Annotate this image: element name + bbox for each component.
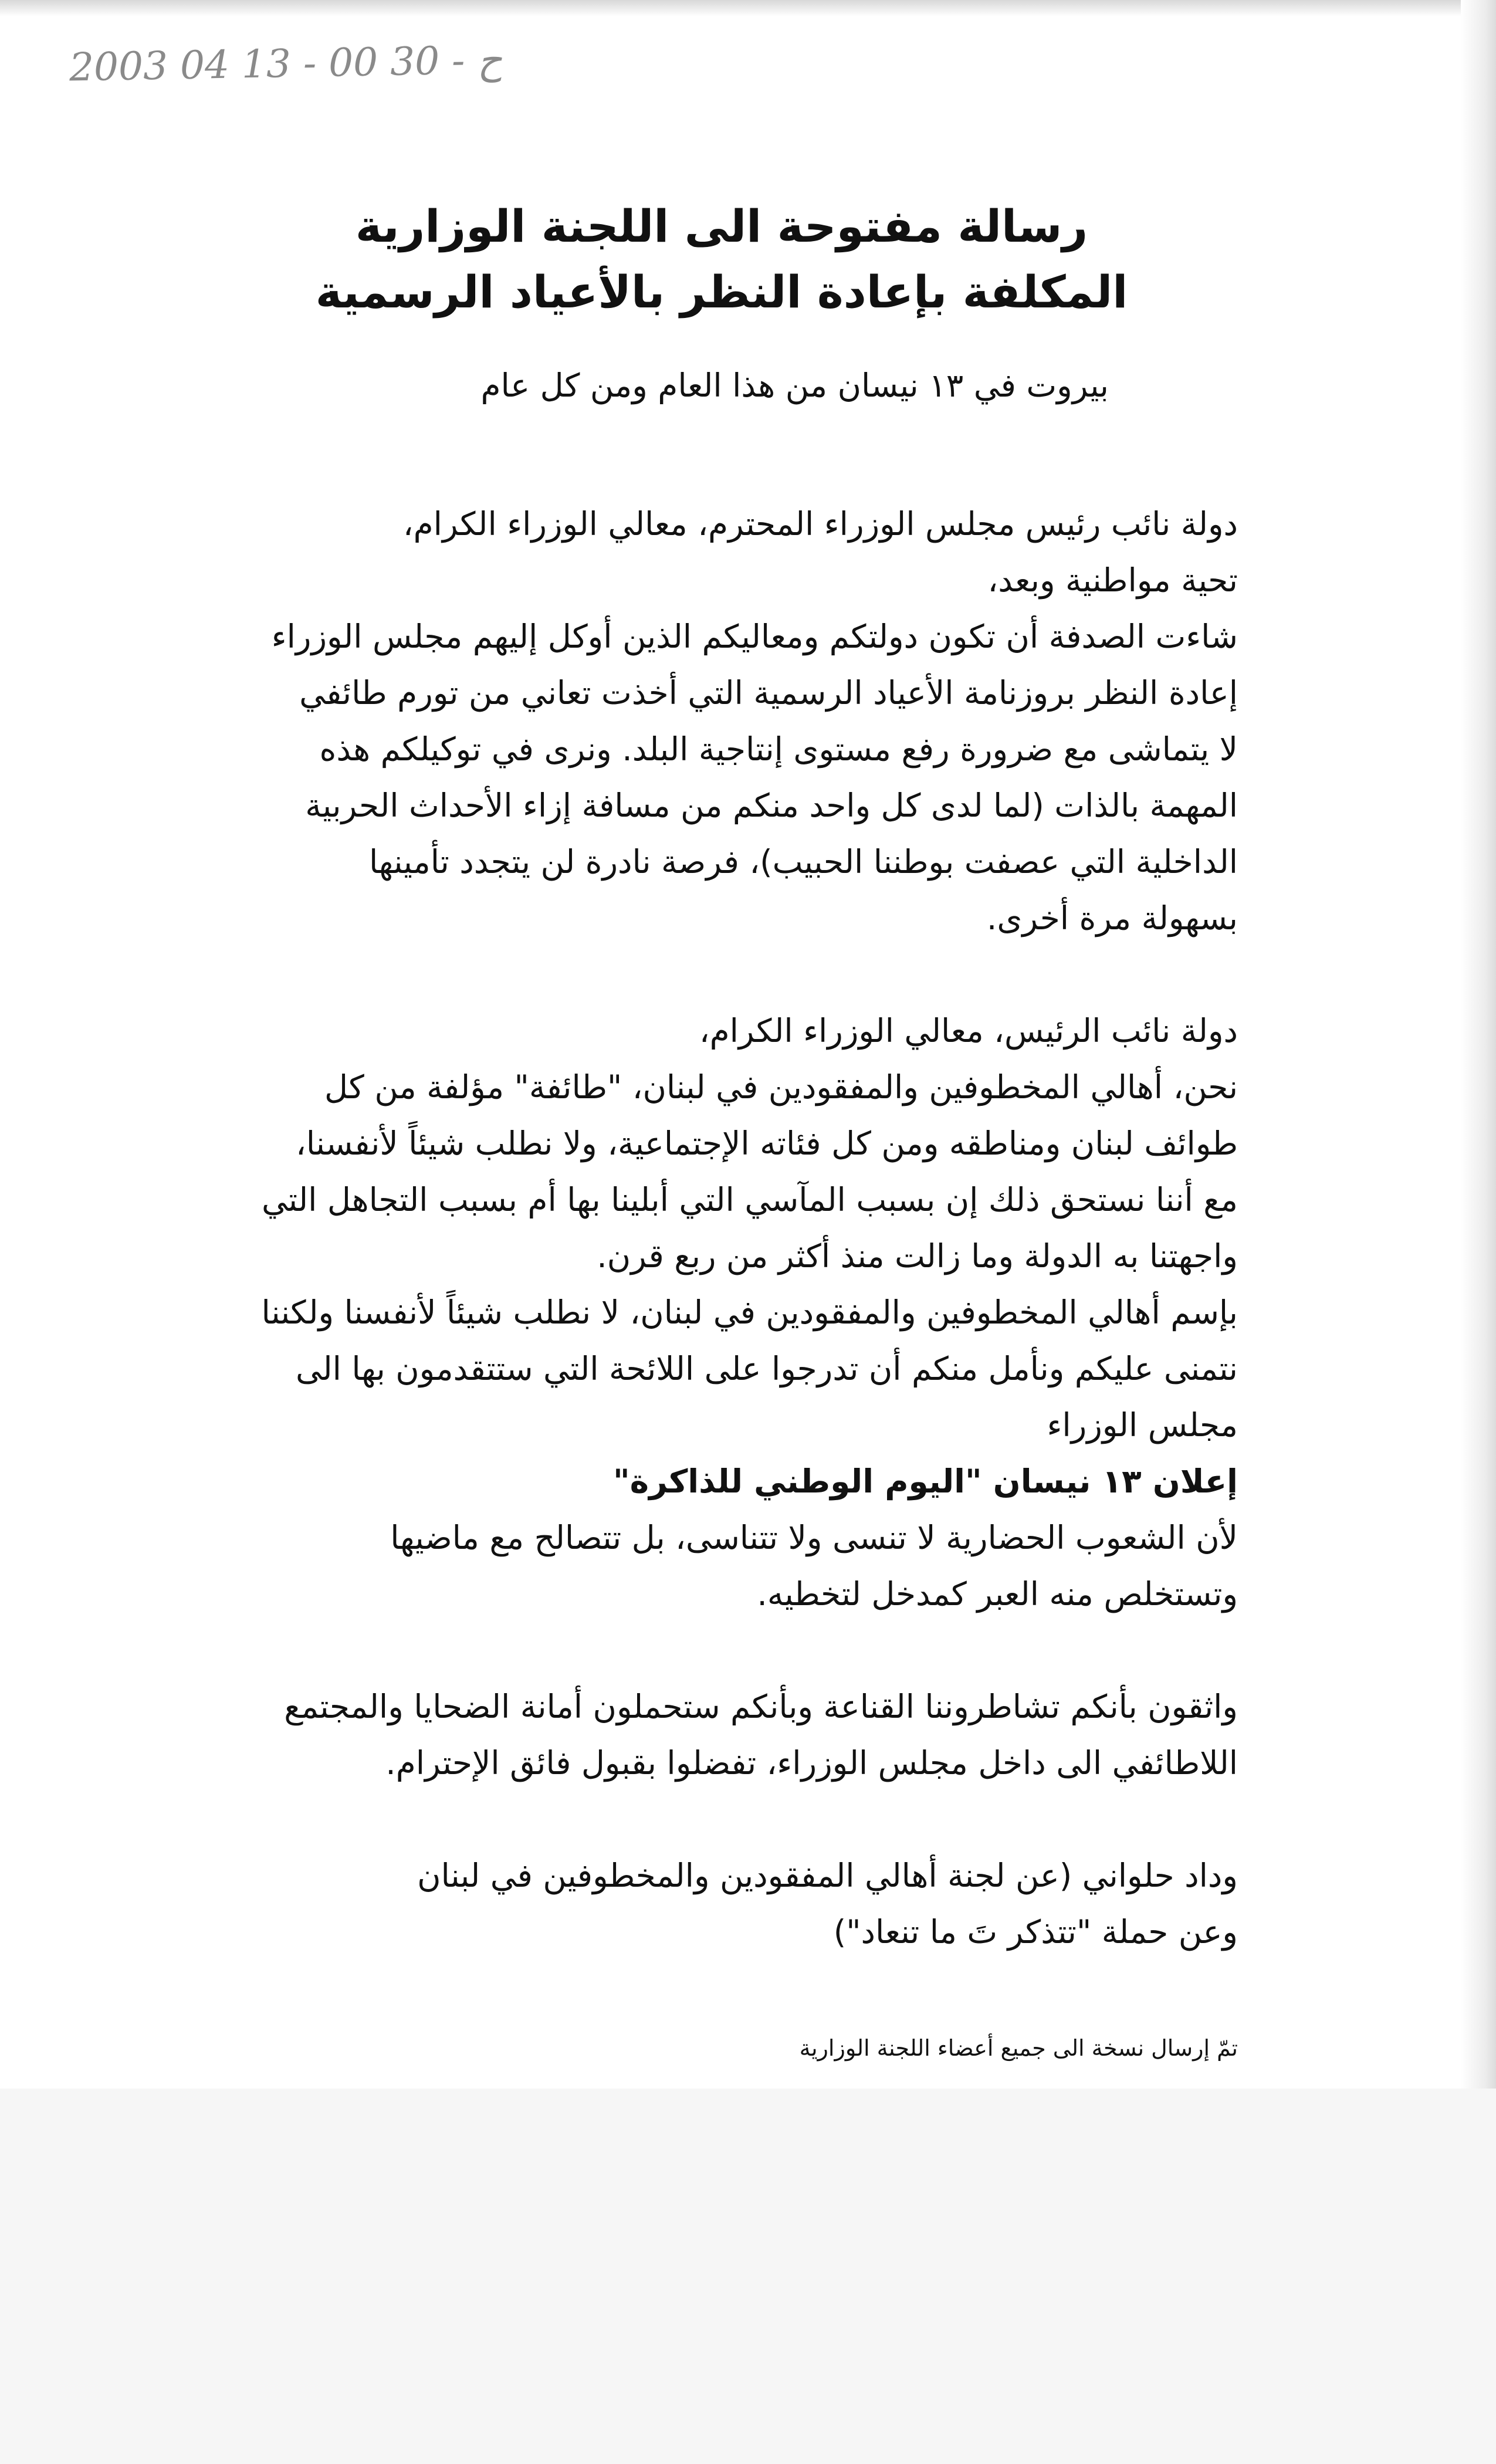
paragraph-2-line: نتمنى عليكم ونأمل منكم أن تدرجوا على اللائحة التي ستتقدمون بها الى [296, 1350, 1238, 1387]
declaration-line: إعلان ١٣ نيسان "اليوم الوطني للذاكرة" [612, 1463, 1238, 1500]
paragraph-1-line: تحية مواطنية وبعد، [987, 561, 1238, 599]
paragraph-1-line: لا يتماشى مع ضرورة رفع مستوى إنتاجية البلد. ونرى في توكيلكم هذه [319, 730, 1238, 768]
paragraph-2-line: دولة نائب الرئيس، معالي الوزراء الكرام، [699, 1012, 1238, 1050]
letter-body [217, 194, 1238, 2066]
paragraph-1-line: المهمة بالذات (لما لدى كل واحد منكم من مسافة إزاء الأحداث الحربية [305, 787, 1238, 824]
paragraph-3-line: لأن الشعوب الحضارية لا تنسى ولا تتناسى، بل تتصالح مع ماضيها [390, 1519, 1238, 1556]
title-line-1: رسالة مفتوحة الى اللجنة الوزارية [355, 200, 1088, 252]
paragraph-3-line: وتستخلص منه العبر كمدخل لتخطيه. [757, 1575, 1238, 1613]
signature-line: وعن حملة "تتذكر تَ ما تنعاد") [833, 1913, 1238, 1951]
paragraph-2-line: واجهتنا به الدولة وما زالت منذ أكثر من ربع قرن. [597, 1237, 1238, 1275]
paragraph-2-line: بإسم أهالي المخطوفين والمفقودين في لبنان، لا نطلب شيئاً لأنفسنا ولكننا [261, 1294, 1238, 1331]
page-top-edge [0, 0, 1496, 16]
paragraph-2-line: مع أننا نستحق ذلك إن بسبب المآسي التي أبلينا بها أم بسبب التجاهل التي [261, 1181, 1238, 1219]
letter-title [217, 194, 1238, 325]
page-right-edge [1461, 0, 1496, 2089]
paragraph-2-line: نحن، أهالي المخطوفين والمفقودين في لبنان، "طائفة" مؤلفة من كل [324, 1068, 1238, 1106]
signature-block [217, 1847, 1238, 1960]
paragraph-2-line: مجلس الوزراء [1047, 1406, 1238, 1444]
page-bottom-shade [0, 2089, 1496, 2464]
paragraph-4-line: واثقون بأنكم تشاطروننا القناعة وبأنكم ستحملون أمانة الضحايا والمجتمع [284, 1688, 1238, 1725]
paragraph-4 [217, 1678, 1238, 1791]
paragraph-2 [217, 1003, 1238, 1622]
handwritten-reference-stamp: 2003 04 13 - 00 30 - ح [69, 37, 503, 90]
paragraph-1-line: دولة نائب رئيس مجلس الوزراء المحترم، معالي الوزراء الكرام، [402, 505, 1238, 543]
paragraph-2-line: طوائف لبنان ومناطقه ومن كل فئاته الإجتماعية، ولا نطلب شيئاً لأنفسنا، [296, 1125, 1238, 1162]
paragraph-4-line: اللاطائفي الى داخل مجلس الوزراء، تفضلوا بقبول فائق الإحترام. [385, 1744, 1238, 1782]
date-line: بيروت في ١٣ نيسان من هذا العام ومن كل عام [480, 367, 1109, 404]
title-line-2: المكلفة بإعادة النظر بالأعياد الرسمية [315, 266, 1128, 318]
signature-line: وداد حلواني (عن لجنة أهالي المفقودين والمخطوفين في لبنان [417, 1857, 1238, 1894]
copy-footnote: تمّ إرسال نسخة الى جميع أعضاء اللجنة الوزارية [799, 2035, 1238, 2061]
paragraph-1-line: بسهولة مرة أخرى. [986, 899, 1238, 937]
paragraph-1-line: إعادة النظر بروزنامة الأعياد الرسمية التي أخذت تعاني من تورم طائفي [299, 674, 1238, 712]
paragraph-1-line: الداخلية التي عصفت بوطننا الحبيب)، فرصة نادرة لن يتجدد تأمينها [368, 843, 1238, 881]
paragraph-1-line: شاءت الصدفة أن تكون دولتكم ومعاليكم الذين أوكل إليهم مجلس الوزراء [271, 618, 1238, 655]
paragraph-1 [217, 496, 1238, 946]
